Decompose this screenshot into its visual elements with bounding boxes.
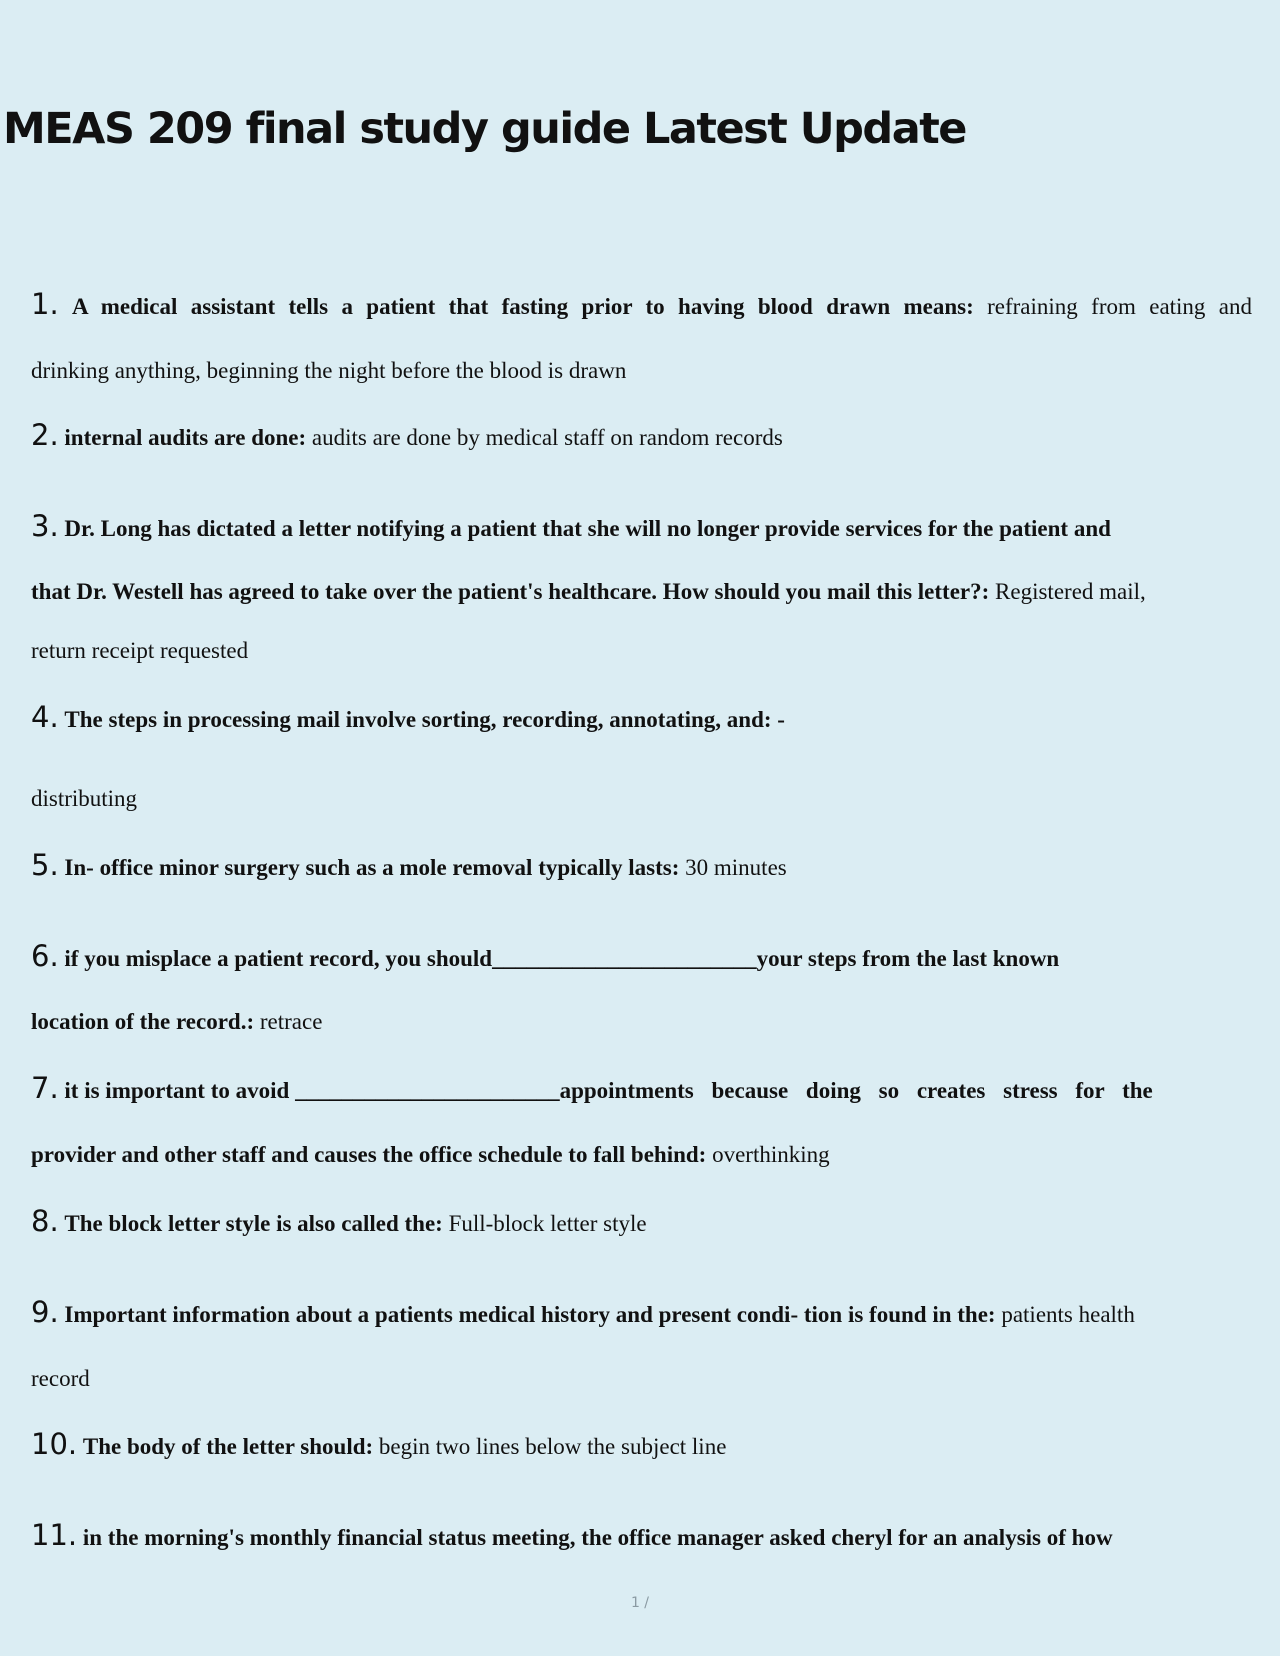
question-text: In- office minor surgery such as a mole removal typically lasts: [64, 855, 680, 880]
question-text: that Dr. Westell has agreed to take over the patient's healthcare. How should you mail this letter?: [31, 579, 990, 604]
question-number: 3. [31, 509, 59, 543]
question-1-line-2 [31, 359, 1252, 382]
question-text: Important information about a patients medical history and present condi- tion is found in the: [64, 1302, 996, 1327]
question-number: 5. [31, 848, 59, 882]
question-text: in the morning's monthly financial status meeting, the office manager asked cheryl for an analysis of how [82, 1525, 1113, 1550]
question-number: 9. [31, 1295, 59, 1329]
question-number: 7. [31, 1071, 59, 1105]
question-text: The block letter style is also called the: [64, 1211, 443, 1236]
answer-text: record [31, 1366, 90, 1391]
question-8-line-1 [31, 1204, 1252, 1238]
question-number: 1. [31, 287, 59, 321]
answer-text: Full-block letter style [448, 1211, 647, 1236]
question-text: The body of the letter should: [82, 1434, 374, 1459]
question-text: A medical assistant tells a patient that fasting prior to having blood drawn means: [72, 294, 974, 319]
fill-in-blank: _______________________ [492, 946, 757, 971]
question-9-line-2 [31, 1367, 1252, 1390]
answer-text: drinking anything, beginning the night before the blood is drawn [31, 358, 627, 383]
question-2-line-1 [31, 418, 1252, 452]
question-number: 4. [31, 700, 59, 734]
answer-text: begin two lines below the subject line [378, 1434, 727, 1459]
question-text: your steps from the last known [756, 946, 1060, 971]
question-5-line-1 [31, 848, 1252, 882]
question-7-line-1 [31, 1071, 1252, 1105]
question-text: location of the record.: [31, 1009, 255, 1034]
question-3-line-3 [31, 639, 1252, 662]
answer-text: refraining from eating and [987, 294, 1253, 319]
question-11-line-1 [31, 1518, 1252, 1552]
question-text: Dr. Long has dictated a letter notifying a patient that she will no longer provide services for the patient and [64, 516, 1111, 541]
answer-text: 30 minutes [685, 855, 787, 880]
answer-text: retrace [259, 1009, 323, 1034]
fill-in-blank: _______________________ [295, 1078, 560, 1103]
question-number: 8. [31, 1204, 59, 1238]
question-10-line-1 [31, 1427, 1252, 1461]
question-text: The steps in processing mail involve sorting, recording, annotating, and: - [64, 707, 785, 732]
question-number: 6. [31, 939, 59, 973]
question-number: 2. [31, 418, 59, 452]
question-6-line-2 [31, 1010, 1252, 1033]
question-text: provider and other staff and causes the office schedule to fall behind: [31, 1142, 707, 1167]
question-7-line-2 [31, 1143, 1252, 1166]
question-text: internal audits are done: [64, 425, 307, 450]
page-indicator: 1 / [630, 1595, 650, 1611]
document-title: MEAS 209 final study guide Latest Update [3, 104, 966, 154]
question-text: appointments because doing so creates stress for the [559, 1078, 1153, 1103]
question-6-line-1 [31, 939, 1252, 973]
answer-text: patients health [1001, 1302, 1135, 1327]
answer-text: overthinking [712, 1142, 830, 1167]
question-4-line-1 [31, 700, 1252, 734]
answer-text: distributing [31, 786, 138, 811]
answer-text: Registered mail, [995, 579, 1146, 604]
question-text: if you misplace a patient record, you should [64, 946, 493, 971]
question-4-line-2 [31, 787, 1252, 810]
question-1-line-1 [31, 287, 1253, 321]
answer-text: audits are done by medical staff on random records [311, 425, 783, 450]
question-9-line-1 [31, 1295, 1252, 1329]
question-3-line-1 [31, 509, 1252, 543]
question-number: 11. [31, 1518, 78, 1552]
question-3-line-2 [31, 580, 1252, 603]
answer-text: return receipt requested [31, 638, 249, 663]
question-text: it is important to avoid [64, 1078, 290, 1103]
question-number: 10. [31, 1427, 78, 1461]
